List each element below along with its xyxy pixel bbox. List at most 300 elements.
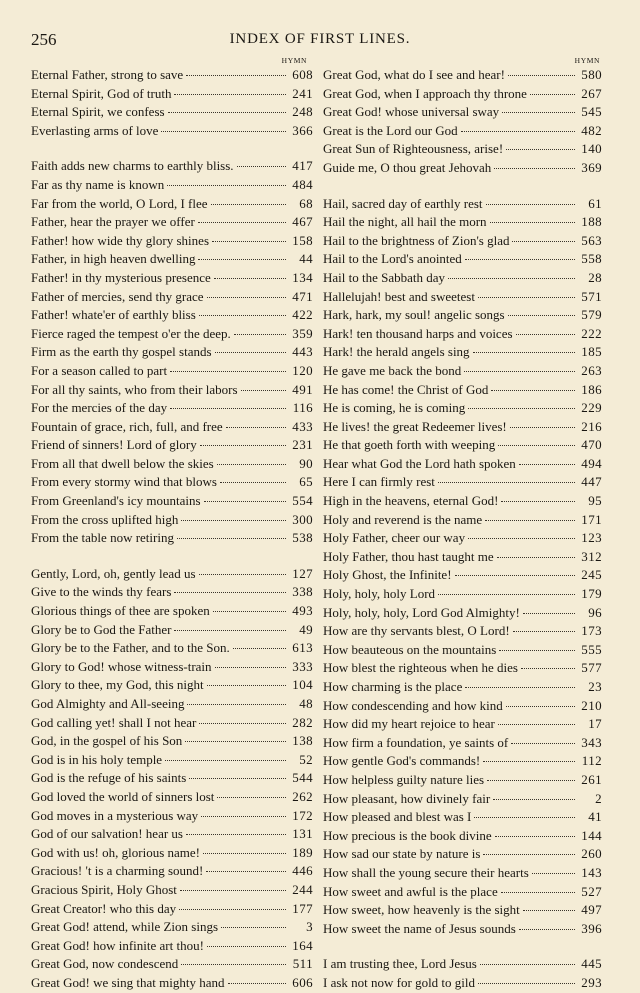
dot-leader — [212, 240, 286, 242]
hymn-number: 538 — [292, 530, 313, 546]
index-entry — [323, 752, 602, 771]
index-entry — [31, 602, 313, 621]
index-entry — [31, 918, 313, 937]
dot-leader — [510, 426, 575, 428]
first-line-text: Fountain of grace, rich, full, and free — [31, 418, 223, 434]
index-entry — [323, 418, 602, 437]
hymn-number: 112 — [581, 753, 602, 769]
first-line-text: Father of mercies, send thy grace — [31, 288, 204, 304]
hymn-number: 173 — [581, 623, 602, 639]
index-entry — [323, 159, 602, 178]
hymn-number: 95 — [588, 493, 602, 509]
dot-leader — [498, 723, 575, 725]
first-line-text: From the table now retiring — [31, 530, 174, 546]
group-spacer — [31, 140, 313, 157]
index-entry — [31, 825, 313, 844]
index-entry — [323, 213, 602, 232]
dot-leader — [494, 167, 575, 169]
hymn-number: 68 — [299, 195, 313, 211]
first-line-text: I ask not now for gold to gild — [323, 974, 476, 990]
dot-leader — [448, 277, 575, 279]
hymn-number: 446 — [292, 863, 313, 879]
hymn-number: 138 — [292, 733, 313, 749]
hymn-number: 23 — [588, 679, 602, 694]
hymn-number: 41 — [588, 809, 602, 825]
index-entry — [31, 695, 313, 714]
hymn-number: 497 — [581, 902, 602, 918]
first-line-text: Hail to the brightness of Zion's glad — [323, 232, 510, 248]
index-entry — [31, 362, 313, 381]
index-entry — [323, 195, 602, 214]
index-entry — [31, 807, 313, 826]
first-line-text: Glory be to God the Father — [31, 621, 172, 637]
hymn-number: 216 — [581, 418, 602, 434]
page-title: INDEX OF FIRST LINES. — [229, 31, 411, 47]
hymn-number: 333 — [292, 658, 313, 674]
index-entry — [31, 288, 313, 307]
first-line-text: How did my heart rejoice to hear — [323, 716, 495, 732]
index-entry — [31, 732, 313, 751]
index-entry — [31, 769, 313, 788]
index-entry — [323, 771, 602, 790]
first-line-text: From every stormy wind that blows — [31, 474, 217, 490]
hymn-number: 312 — [581, 548, 602, 564]
hymn-number: 544 — [292, 770, 313, 786]
dot-leader — [474, 816, 575, 818]
dot-leader — [501, 500, 575, 502]
hymn-number: 445 — [581, 956, 602, 972]
dot-leader — [530, 93, 575, 95]
first-line-text: How gentle God's commands! — [323, 753, 481, 769]
index-entry — [31, 473, 313, 492]
dot-leader — [506, 148, 575, 150]
dot-leader — [461, 130, 575, 132]
hymn-number: 28 — [588, 269, 602, 285]
index-letter-group — [31, 157, 313, 547]
first-line-text: Great Creator! who this day — [31, 900, 177, 916]
first-line-text: Here I can firmly rest — [323, 474, 435, 490]
hymn-number: 366 — [292, 122, 313, 138]
hymn-number: 186 — [581, 381, 602, 397]
dot-leader — [491, 389, 575, 391]
index-entry — [31, 232, 313, 251]
index-entry — [31, 85, 313, 104]
hymn-number: 248 — [292, 104, 313, 120]
first-line-text: Hail to the Lord's anointed — [323, 251, 462, 267]
first-line-text: How sad our state by nature is — [323, 846, 481, 862]
index-entry — [323, 566, 602, 585]
hymn-number: 188 — [581, 214, 602, 230]
hymn-number: 491 — [292, 381, 313, 397]
hymn-number: 44 — [299, 251, 313, 267]
dot-leader — [485, 519, 575, 521]
dot-leader — [234, 333, 286, 335]
dot-leader — [198, 221, 286, 223]
first-line-text: How sweet the name of Jesus sounds — [323, 920, 516, 936]
dot-leader — [170, 407, 286, 409]
dot-leader — [214, 277, 286, 279]
hymn-number: 172 — [292, 807, 313, 823]
index-entry — [31, 937, 313, 956]
first-line-text: Everlasting arms of love — [31, 122, 159, 138]
dot-leader — [233, 647, 286, 649]
first-line-text: Hark! the herald angels sing — [323, 344, 470, 360]
page-number: 256 — [31, 30, 57, 49]
first-line-text: Holy Ghost, the Infinite! — [323, 567, 452, 583]
hymn-number: 61 — [588, 195, 602, 211]
dot-leader — [455, 574, 575, 576]
index-letter-group — [323, 195, 602, 939]
hymn-number: 185 — [581, 344, 602, 360]
dot-leader — [199, 722, 286, 724]
index-entry — [323, 66, 602, 85]
first-line-text: How sweet and awful is the place — [323, 883, 498, 899]
dot-leader — [523, 909, 575, 911]
hymn-number: 300 — [292, 511, 313, 527]
hymn-number: 558 — [581, 251, 602, 267]
index-entry — [323, 473, 602, 492]
first-line-text: How shall the young secure their hearts — [323, 864, 529, 880]
dot-leader — [468, 407, 575, 409]
first-line-text: Holy Father, thou hast taught me — [323, 548, 494, 564]
hymn-number: 244 — [292, 881, 313, 897]
first-line-text: For a season called to part — [31, 362, 168, 378]
hymn-number: 563 — [581, 232, 602, 248]
index-entry — [323, 901, 602, 920]
hymn-number: 65 — [299, 474, 313, 490]
first-line-text: Holy Father, cheer our way — [323, 530, 466, 546]
dot-leader — [465, 686, 575, 688]
first-line-text: For all thy saints, who from their labors — [31, 381, 238, 397]
hymn-number: 229 — [581, 400, 602, 416]
dot-leader — [174, 591, 286, 593]
first-line-text: Gently, Lord, oh, gently lead us — [31, 565, 196, 581]
first-line-text: Hail to the Sabbath day — [323, 269, 446, 285]
first-line-text: God is the refuge of his saints — [31, 770, 187, 786]
dot-leader — [185, 740, 286, 742]
dot-leader — [198, 258, 286, 260]
hymn-number: 144 — [581, 827, 602, 843]
first-line-text: How sweet, how heavenly is the sight — [323, 902, 520, 918]
index-entry — [31, 195, 313, 214]
dot-leader — [511, 742, 575, 744]
hymn-number: 338 — [292, 584, 313, 600]
hymn-number: 177 — [292, 900, 313, 916]
index-entry — [31, 418, 313, 437]
dot-leader — [465, 258, 575, 260]
first-line-text: Guide me, O thou great Jehovah — [323, 159, 492, 175]
hymn-number: 527 — [581, 883, 602, 899]
hymn-number: 606 — [292, 974, 313, 990]
index-entry — [323, 140, 602, 159]
hymn-number: 261 — [581, 771, 602, 787]
group-spacer — [323, 938, 602, 955]
dot-leader — [478, 982, 575, 984]
hymn-number: 571 — [581, 288, 602, 304]
index-entry — [323, 864, 602, 883]
first-line-text: Give to the winds thy fears — [31, 584, 172, 600]
hymn-number: 164 — [292, 937, 313, 953]
index-entry — [31, 176, 313, 195]
index-entry — [31, 658, 313, 677]
first-line-text: Father! whate'er of earthly bliss — [31, 307, 196, 323]
dot-leader — [513, 630, 575, 632]
first-line-text: Far as thy name is known — [31, 176, 165, 192]
index-entry — [323, 85, 602, 104]
index-letter-group — [31, 565, 313, 993]
hymn-number: 396 — [581, 920, 602, 936]
index-entry — [31, 583, 313, 602]
first-line-text: He that goeth forth with weeping — [323, 437, 496, 453]
hymn-number: 282 — [292, 714, 313, 730]
dot-leader — [217, 463, 286, 465]
dot-leader — [199, 573, 286, 575]
hymn-number: 482 — [581, 122, 602, 138]
hymn-number: 447 — [581, 474, 602, 490]
first-line-text: Glory be to the Father, and to the Son. — [31, 640, 230, 656]
dot-leader — [180, 889, 286, 891]
index-entry — [31, 974, 313, 993]
first-line-text: How pleasant, how divinely fair — [323, 790, 491, 806]
dot-leader — [215, 351, 286, 353]
dot-leader — [200, 444, 286, 446]
dot-leader — [170, 370, 286, 372]
index-entry — [323, 325, 602, 344]
index-entry — [31, 714, 313, 733]
dot-leader — [213, 610, 286, 612]
dot-leader — [483, 853, 575, 855]
index-entry — [31, 844, 313, 863]
dot-leader — [487, 779, 575, 781]
right-entries — [323, 66, 602, 993]
first-line-text: How beauteous on the mountains — [323, 641, 497, 657]
first-line-text: God moves in a mysterious way — [31, 807, 199, 823]
dot-leader — [179, 908, 286, 910]
first-line-text: For the mercies of the day — [31, 400, 168, 416]
first-line-text: How precious is the book divine — [323, 827, 492, 843]
index-entry — [31, 639, 313, 658]
hymn-number: 120 — [292, 362, 313, 378]
index-entry — [323, 103, 602, 122]
dot-leader — [502, 111, 575, 113]
index-entry — [31, 381, 313, 400]
first-line-text: How firm a foundation, ye saints of — [323, 734, 509, 750]
dot-leader — [519, 463, 575, 465]
dot-leader — [186, 74, 286, 76]
first-line-text: From the cross uplifted high — [31, 511, 179, 527]
index-entry — [323, 250, 602, 269]
first-line-text: I am trusting thee, Lord Jesus — [323, 956, 477, 972]
dot-leader — [228, 982, 286, 984]
index-entry — [323, 511, 602, 530]
hymn-number: 123 — [581, 530, 602, 546]
index-entry — [323, 641, 602, 660]
first-line-text: Great Sun of Righteousness, arise! — [323, 141, 504, 157]
index-entry — [323, 585, 602, 604]
dot-leader — [483, 760, 575, 762]
dot-leader — [499, 649, 575, 651]
dot-leader — [237, 165, 286, 167]
dot-leader — [521, 667, 575, 669]
hymn-number: 260 — [581, 846, 602, 862]
hymn-number: 171 — [581, 511, 602, 527]
first-line-text: Faith adds new charms to earthly bliss. — [31, 158, 234, 174]
first-line-text: Hail, sacred day of earthly rest — [323, 195, 483, 211]
hymn-number: 417 — [292, 158, 313, 174]
first-line-text: Hallelujah! best and sweetest — [323, 288, 475, 304]
dot-leader — [207, 296, 286, 298]
hymn-number: 96 — [588, 604, 602, 620]
first-line-text: Great God! attend, while Zion sings — [31, 919, 219, 935]
first-line-text: He lives! the great Redeemer lives! — [323, 418, 507, 434]
left-index-column — [31, 55, 313, 993]
dot-leader — [221, 926, 286, 928]
dot-leader — [203, 852, 286, 854]
hymn-number: 210 — [581, 697, 602, 713]
hymn-number: 262 — [292, 788, 313, 804]
dot-leader — [497, 556, 575, 558]
index-entry — [323, 955, 602, 974]
index-entry — [31, 103, 313, 122]
first-line-text: How helpless guilty nature lies — [323, 771, 485, 787]
dot-leader — [211, 203, 286, 205]
first-line-text: Hail the night, all hail the morn — [323, 214, 487, 230]
dot-leader — [181, 519, 286, 521]
left-entries — [31, 66, 313, 993]
index-entry — [323, 548, 602, 567]
first-line-text: Holy, holy, holy, Lord God Almighty! — [323, 604, 520, 620]
first-line-text: He gave me back the bond — [323, 362, 462, 378]
first-line-text: How blest the righteous when he dies — [323, 660, 518, 676]
hymn-number: 433 — [292, 418, 313, 434]
dot-leader — [490, 221, 575, 223]
first-line-text: Great God! whose universal sway — [323, 104, 500, 120]
hymn-number: 90 — [299, 455, 313, 471]
dot-leader — [174, 93, 286, 95]
first-line-text: Eternal Spirit, God of truth — [31, 85, 172, 101]
dot-leader — [532, 872, 575, 874]
index-entry — [323, 399, 602, 418]
hymn-number: 359 — [292, 325, 313, 341]
dot-leader — [508, 314, 575, 316]
first-line-text: Far from the world, O Lord, I flee — [31, 195, 208, 211]
hymn-number: 2 — [595, 790, 602, 806]
hymn-number: 484 — [292, 176, 313, 192]
index-entry — [323, 288, 602, 307]
index-entry — [323, 381, 602, 400]
index-entry — [31, 436, 313, 455]
dot-leader — [438, 593, 575, 595]
first-line-text: Eternal Father, strong to save — [31, 67, 184, 82]
index-entry — [323, 974, 602, 993]
index-entry — [31, 306, 313, 325]
dot-leader — [181, 963, 286, 965]
index-entry — [323, 232, 602, 251]
hymn-number: 267 — [581, 85, 602, 101]
first-line-text: God is in his holy temple — [31, 751, 163, 767]
hymn-number: 48 — [299, 696, 313, 711]
index-entry — [323, 604, 602, 623]
first-line-text: Father! in thy mysterious presence — [31, 269, 211, 285]
first-line-text: How pleased and blest was I — [323, 809, 472, 825]
first-line-text: God with us! oh, glorious name! — [31, 844, 200, 860]
hymn-number: 613 — [292, 640, 313, 656]
hymn-number: 179 — [581, 586, 602, 602]
dot-leader — [207, 684, 286, 686]
index-letter-group — [31, 66, 313, 140]
index-entry — [323, 529, 602, 548]
index-entry — [31, 621, 313, 640]
index-entry — [323, 269, 602, 288]
hymn-number: 369 — [581, 159, 602, 175]
index-entry — [31, 955, 313, 974]
index-entry — [323, 659, 602, 678]
index-entry — [31, 862, 313, 881]
index-entry — [323, 697, 602, 716]
first-line-text: Great God, what do I see and hear! — [323, 67, 505, 82]
index-entry — [323, 362, 602, 381]
index-entry — [323, 845, 602, 864]
first-line-text: How charming is the place — [323, 679, 463, 694]
first-line-text: God loved the world of sinners lost — [31, 788, 215, 804]
index-entry — [31, 343, 313, 362]
first-line-text: Great God, now condescend — [31, 956, 179, 972]
dot-leader — [177, 537, 286, 539]
first-line-text: How are thy servants blest, O Lord! — [323, 623, 510, 639]
hymn-number: 116 — [292, 400, 313, 416]
dot-leader — [189, 777, 286, 779]
index-entry — [31, 511, 313, 530]
dot-leader — [174, 629, 286, 631]
first-line-text: Hark! ten thousand harps and voices — [323, 325, 513, 341]
dot-leader — [241, 389, 286, 391]
index-entry — [323, 455, 602, 474]
dot-leader — [516, 333, 575, 335]
hymn-number: 222 — [581, 325, 602, 341]
dot-leader — [167, 184, 286, 186]
index-entry — [31, 250, 313, 269]
dot-leader — [204, 500, 286, 502]
first-line-text: God calling yet! shall I not hear — [31, 714, 197, 730]
index-entry — [323, 492, 602, 511]
dot-leader — [215, 666, 286, 668]
first-line-text: From all that dwell below the skies — [31, 455, 214, 471]
dot-leader — [165, 759, 286, 761]
hymn-number: 3 — [306, 919, 313, 935]
index-entry — [323, 827, 602, 846]
dot-leader — [508, 74, 575, 76]
hymn-number: 158 — [292, 232, 313, 248]
hymn-number: 127 — [292, 565, 313, 581]
column-heading: HYMN — [281, 56, 307, 65]
index-entry — [323, 715, 602, 734]
index-entry — [31, 157, 313, 176]
dot-leader — [486, 203, 575, 205]
hymn-number: 554 — [292, 493, 313, 509]
index-entry — [323, 678, 602, 697]
hymn-number: 17 — [588, 716, 602, 732]
hymn-number: 49 — [299, 621, 313, 637]
index-entry — [323, 436, 602, 455]
hymn-number: 245 — [581, 567, 602, 583]
first-line-text: Firm as the earth thy gospel stands — [31, 344, 212, 360]
index-entry — [31, 676, 313, 695]
index-entry — [31, 399, 313, 418]
first-line-text: Hear what God the Lord hath spoken — [323, 455, 516, 471]
first-line-text: High in the heavens, eternal God! — [323, 493, 499, 509]
dot-leader — [201, 815, 286, 817]
index-entry — [323, 734, 602, 753]
